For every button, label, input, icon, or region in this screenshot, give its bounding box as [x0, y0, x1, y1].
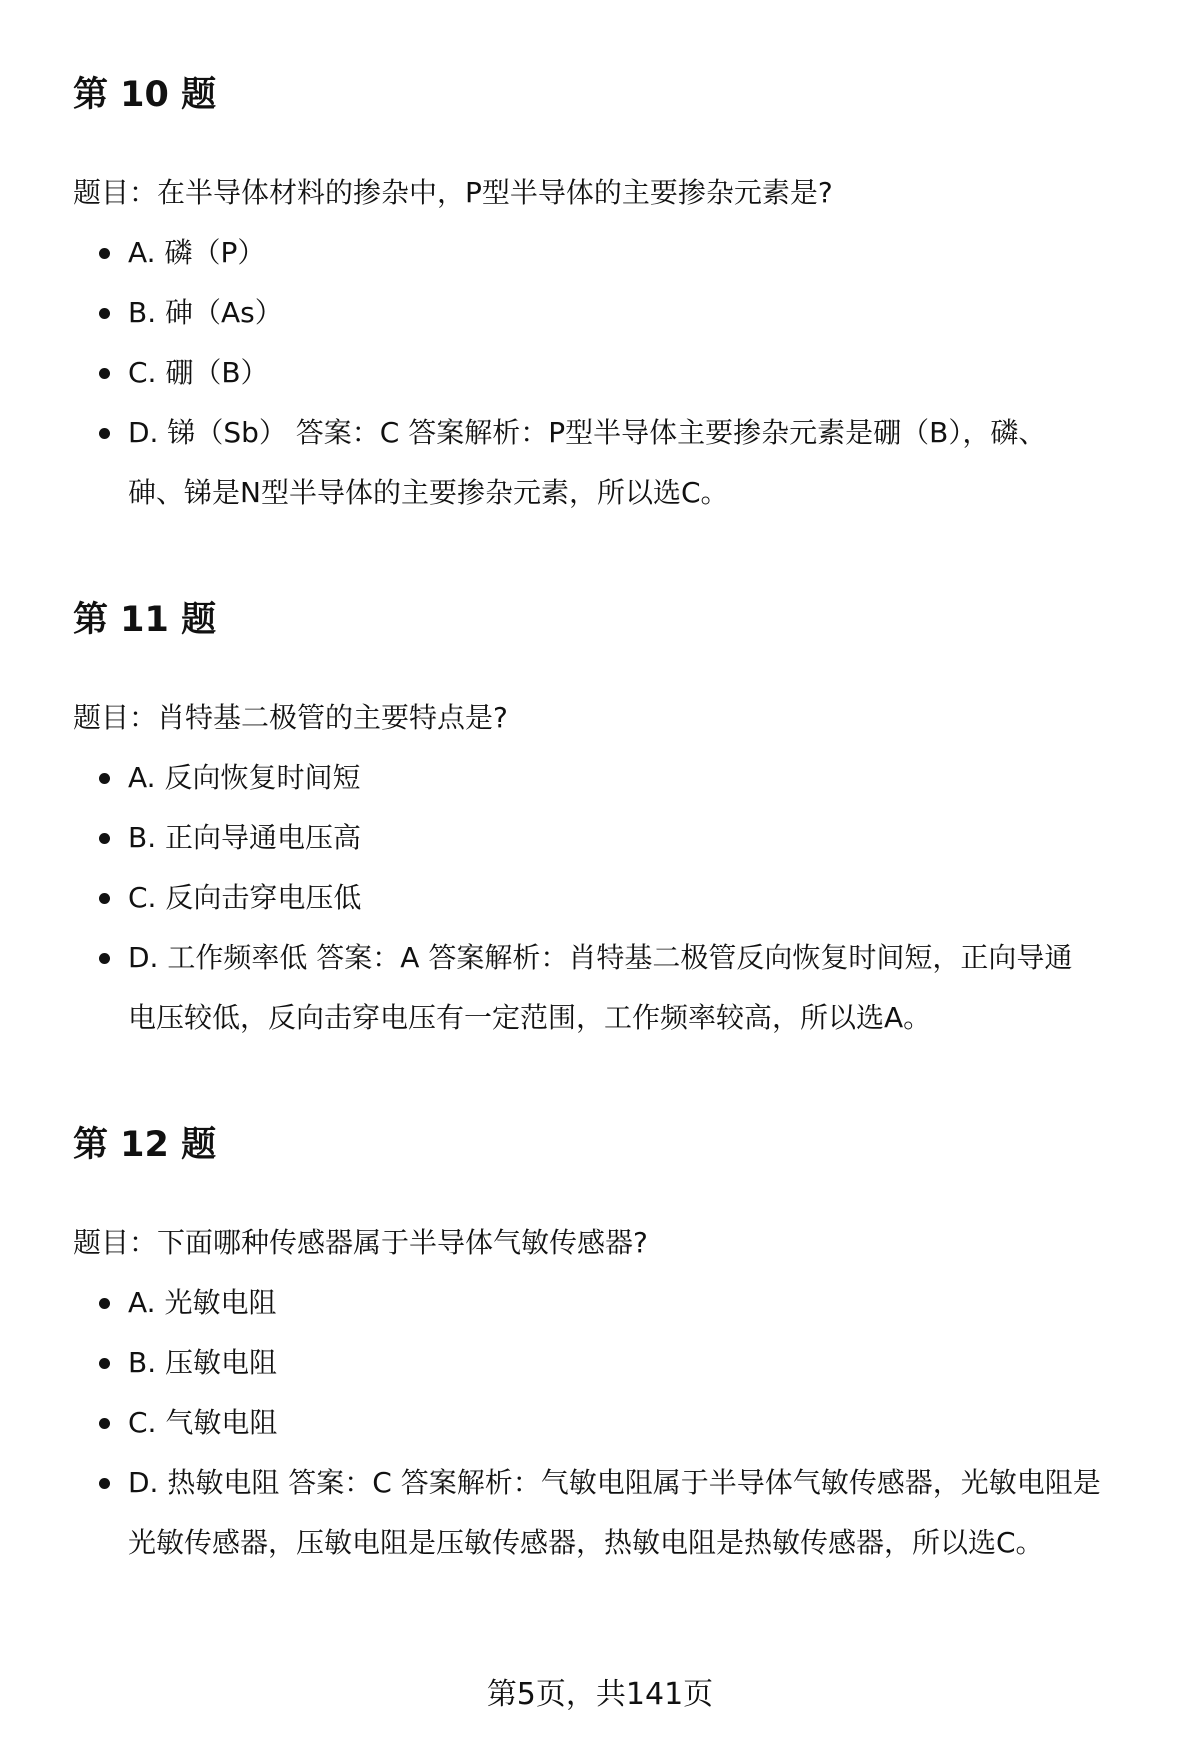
- answer-text-line-2: 光敏传感器，压敏电阻是压敏传感器，热敏电阻是热敏传感器，所以选C。: [128, 1526, 1044, 1559]
- question-stem: 题目：下面哪种传感器属于半导体气敏传感器?: [73, 1226, 648, 1259]
- question-stem: 题目：在半导体材料的掺杂中，P型半导体的主要掺杂元素是?: [73, 176, 833, 209]
- question-title: 第 10 题: [73, 75, 217, 115]
- bullet-icon: [99, 428, 110, 439]
- question-stem: 题目：肖特基二极管的主要特点是?: [73, 701, 508, 734]
- option-text: C. 硼（B）: [128, 356, 269, 389]
- question-block: [73, 600, 1143, 1034]
- question-block: [73, 75, 1143, 509]
- option-item: [73, 283, 1143, 343]
- option-text: A. 反向恢复时间短: [128, 761, 361, 794]
- bullet-icon: [99, 953, 110, 964]
- option-item-with-answer: [73, 403, 1143, 523]
- question-block: [73, 1125, 1143, 1559]
- bullet-icon: [99, 1298, 110, 1309]
- bullet-icon: [99, 833, 110, 844]
- question-title: 第 11 题: [73, 600, 217, 640]
- question-title: 第 12 题: [73, 1125, 217, 1165]
- bullet-icon: [99, 368, 110, 379]
- answer-text-line-2: 电压较低，反向击穿电压有一定范围，工作频率较高，所以选A。: [128, 1001, 932, 1034]
- bullet-icon: [99, 893, 110, 904]
- option-item-with-answer: [73, 1453, 1143, 1573]
- option-text: B. 压敏电阻: [128, 1346, 278, 1379]
- option-item: [73, 1333, 1143, 1393]
- answer-text-line-2: 砷、锑是N型半导体的主要掺杂元素，所以选C。: [128, 476, 729, 509]
- option-item: [73, 808, 1143, 868]
- bullet-icon: [99, 308, 110, 319]
- answer-text-line-1: D. 工作频率低 答案：A 答案解析：肖特基二极管反向恢复时间短，正向导通: [128, 941, 1073, 974]
- option-text: A. 磷（P）: [128, 236, 266, 269]
- option-item: [73, 1273, 1143, 1333]
- option-item: [73, 1393, 1143, 1453]
- option-text: A. 光敏电阻: [128, 1286, 277, 1319]
- option-text: B. 正向导通电压高: [128, 821, 362, 854]
- bullet-icon: [99, 248, 110, 259]
- option-item: [73, 223, 1143, 283]
- option-text: B. 砷（As）: [128, 296, 283, 329]
- page-number-footer: 第5页，共141页: [486, 1677, 714, 1712]
- option-item: [73, 748, 1143, 808]
- option-list: [73, 1273, 1143, 1573]
- bullet-icon: [99, 1478, 110, 1489]
- bullet-icon: [99, 1418, 110, 1429]
- answer-text-line-1: D. 热敏电阻 答案：C 答案解析：气敏电阻属于半导体气敏传感器，光敏电阻是: [128, 1466, 1101, 1499]
- bullet-icon: [99, 773, 110, 784]
- option-text: C. 气敏电阻: [128, 1406, 278, 1439]
- option-item-with-answer: [73, 928, 1143, 1048]
- option-item: [73, 343, 1143, 403]
- option-text: C. 反向击穿电压低: [128, 881, 362, 914]
- bullet-icon: [99, 1358, 110, 1369]
- option-list: [73, 748, 1143, 1048]
- answer-text-line-1: D. 锑（Sb） 答案：C 答案解析：P型半导体主要掺杂元素是硼（B），磷、: [128, 416, 1047, 449]
- option-list: [73, 223, 1143, 523]
- option-item: [73, 868, 1143, 928]
